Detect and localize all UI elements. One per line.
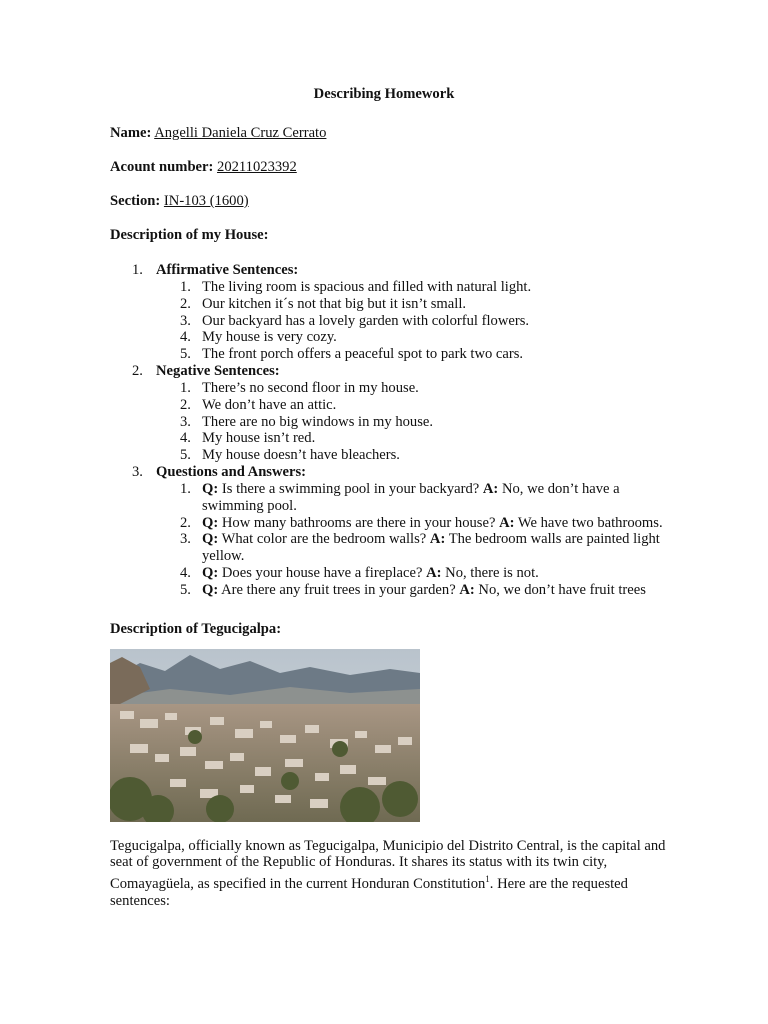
answer-text: We have two bathrooms. xyxy=(517,514,663,531)
account-field xyxy=(110,157,670,177)
list-item xyxy=(156,380,670,397)
answer-text: The bedroom walls are painted light yellow. xyxy=(202,531,660,565)
item-text: My house is very cozy. xyxy=(202,329,337,346)
question-text: Are there any fruit trees in your garden? xyxy=(221,581,456,598)
item-number: 5. xyxy=(180,447,191,464)
question-label: Q: xyxy=(202,480,219,497)
group-affirmative xyxy=(110,262,670,363)
group-number: 1. xyxy=(132,262,143,278)
item-text: The front porch offers a peaceful spot to park two cars. xyxy=(202,346,524,363)
item-number: 4. xyxy=(180,564,191,581)
tegucigalpa-paragraph xyxy=(110,838,670,910)
answer-text: No, we don’t have fruit trees xyxy=(478,581,646,598)
question-label: Q: xyxy=(202,531,219,548)
paragraph-text-end: . Here are the requested sentences: xyxy=(110,876,628,909)
group-heading: Questions and Answers: xyxy=(156,463,307,480)
list-item xyxy=(156,397,670,414)
answer-label: A: xyxy=(499,514,515,531)
list-item xyxy=(156,329,670,346)
house-heading: Description of my House: xyxy=(110,227,269,243)
item-number: 3. xyxy=(180,312,191,329)
list-item xyxy=(156,430,670,447)
group-number: 3. xyxy=(132,463,143,480)
item-number: 1. xyxy=(180,379,191,396)
group-number: 2. xyxy=(132,362,143,379)
answer-label: A: xyxy=(429,531,446,548)
account-label: Acount number: xyxy=(110,159,214,175)
item-text: My house isn’t red. xyxy=(202,430,316,447)
section-value: IN-103 (1600) xyxy=(163,193,249,209)
question-text: Does your house have a fireplace? xyxy=(221,564,423,581)
group-heading: Affirmative Sentences: xyxy=(156,262,299,278)
question-text: What color are the bedroom walls? xyxy=(221,531,427,548)
paragraph-text: Tegucigalpa, officially known as Tegucigalpa, Municipio del Distrito Central, is the capital and seat of government of the Republic of Honduras. It shares its status with its twin city, Comayagüela, as specified in the current Honduran Constitution xyxy=(110,837,666,892)
item-text: The living room is spacious and filled with natural light. xyxy=(202,279,532,295)
document-page xyxy=(110,84,670,910)
item-text: Our backyard has a lovely garden with colorful flowers. xyxy=(202,312,530,329)
group-negative xyxy=(110,363,670,464)
sentence-list xyxy=(156,279,670,363)
item-number: 2. xyxy=(180,514,191,531)
item-number: 3. xyxy=(180,531,191,548)
answer-label: A: xyxy=(459,581,475,598)
name-field xyxy=(110,123,670,143)
item-number: 4. xyxy=(180,329,191,346)
name-value: Angelli Daniela Cruz Cerrato xyxy=(154,125,327,141)
item-number: 3. xyxy=(180,413,191,430)
list-item xyxy=(156,346,670,363)
question-label: Q: xyxy=(202,514,219,531)
qa-list xyxy=(156,481,670,599)
item-number: 5. xyxy=(180,346,191,363)
qa-item xyxy=(156,582,670,599)
item-text: There are no big windows in my house. xyxy=(202,413,434,430)
item-number: 2. xyxy=(180,396,191,413)
item-text: There’s no second floor in my house. xyxy=(202,379,419,396)
list-item xyxy=(156,313,670,330)
item-text: My house doesn’t have bleachers. xyxy=(202,447,400,464)
item-number: 2. xyxy=(180,295,191,312)
document-title: Describing Homework xyxy=(313,86,455,102)
answer-text: No, there is not. xyxy=(445,564,539,581)
item-text: Our kitchen it´s not that big but it isn’t small. xyxy=(202,295,467,312)
qa-item xyxy=(156,531,670,565)
group-heading: Negative Sentences: xyxy=(156,362,280,379)
question-text: Is there a swimming pool in your backyard? xyxy=(221,480,480,497)
item-number: 4. xyxy=(180,430,191,447)
tegucigalpa-photo xyxy=(110,649,420,822)
qa-item xyxy=(156,565,670,582)
answer-text: No, we don’t have a swimming pool. xyxy=(202,480,620,514)
list-item xyxy=(156,414,670,431)
list-item xyxy=(156,447,670,464)
item-number: 5. xyxy=(180,581,191,598)
list-item xyxy=(156,279,670,296)
list-item xyxy=(156,296,670,313)
qa-item xyxy=(156,515,670,532)
account-value: 20211023392 xyxy=(217,159,297,175)
group-questions xyxy=(110,464,670,599)
tegucigalpa-heading: Description of Tegucigalpa: xyxy=(110,620,282,637)
footnote-mark: 1 xyxy=(485,874,490,885)
question-label: Q: xyxy=(202,581,219,598)
question-label: Q: xyxy=(202,564,219,581)
question-text: How many bathrooms are there in your house? xyxy=(221,514,496,531)
sentence-list xyxy=(156,380,670,464)
name-label: Name: xyxy=(110,125,152,141)
item-text: We don’t have an attic. xyxy=(202,396,337,413)
item-number: 1. xyxy=(180,279,191,295)
answer-label: A: xyxy=(482,480,499,497)
answer-label: A: xyxy=(426,564,442,581)
item-number: 1. xyxy=(180,480,191,497)
section-field xyxy=(110,191,670,211)
house-list xyxy=(110,262,670,599)
qa-item xyxy=(156,481,670,515)
section-label: Section: xyxy=(110,193,161,209)
